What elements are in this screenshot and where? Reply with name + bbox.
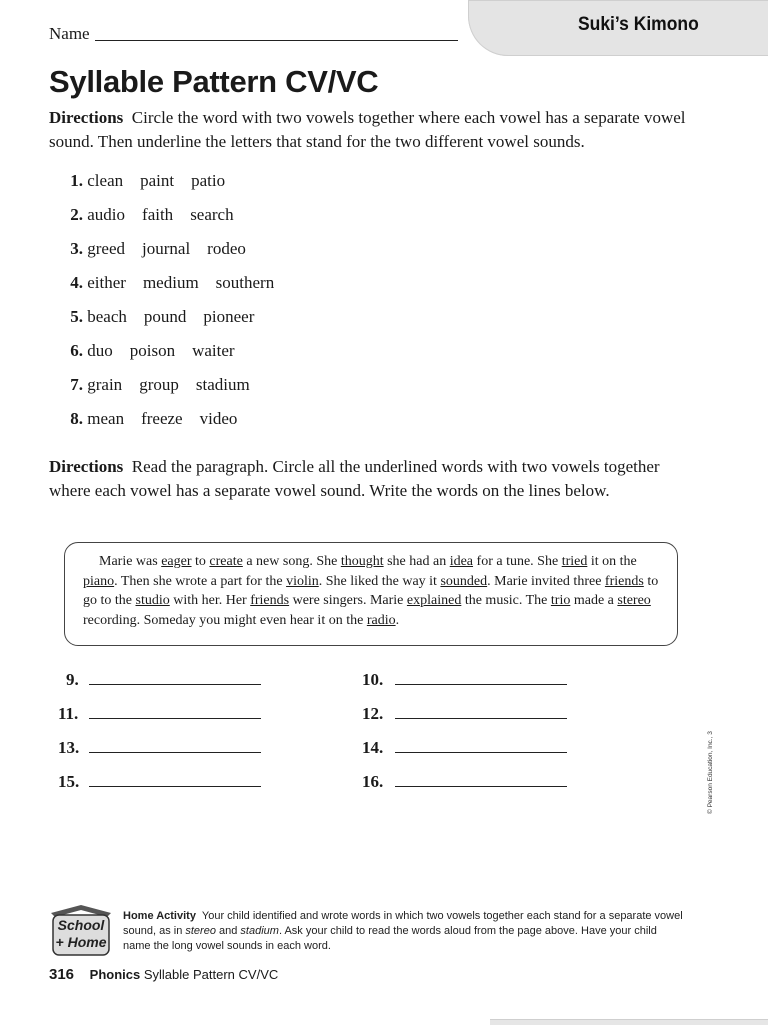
word-choice[interactable]: freeze [141,409,183,428]
answer-line[interactable] [89,684,261,685]
answer-line[interactable] [395,752,567,753]
item-number: 6. [70,341,83,360]
word-item [60,171,242,193]
word-choice[interactable]: mean [87,409,125,428]
paragraph-text: recording. Someday you might even hear it on the [83,613,367,629]
answer-number: 16. [362,772,384,791]
word-choice[interactable]: southern [215,273,275,292]
answer-number: 15. [58,772,80,791]
word-choice[interactable]: beach [87,307,127,326]
school-home-logo-icon [47,903,115,959]
item-number: 1. [70,171,83,190]
underlined-word[interactable]: stereo [617,593,651,609]
word-choice[interactable]: group [139,375,179,394]
directions-2 [49,455,699,503]
word-choice[interactable]: duo [87,341,113,360]
word-choice[interactable]: journal [142,239,191,258]
answer-number: 12. [362,704,384,723]
item-number: 8. [70,409,83,428]
paragraph-text: . She liked the way it [318,573,441,589]
directions-2-text: Read the paragraph. Circle all the underlined words with two vowels together where each vowel has a separate vowel sound. Write the words on the lines below. [49,457,660,500]
answer-line[interactable] [395,786,567,787]
page-title: Syllable Pattern CV/VC [49,64,379,99]
word-choice[interactable]: rodeo [207,239,246,258]
word-choice[interactable]: stadium [195,375,250,394]
item-number: 5. [70,307,83,326]
word-choice[interactable]: pioneer [203,307,255,326]
answer-line[interactable] [395,718,567,719]
copyright-notice: © Pearson Education, Inc., 3 [707,731,714,814]
word-choice[interactable]: either [87,273,126,292]
paragraph-text: the music. The [461,593,551,609]
word-choice[interactable]: medium [142,273,199,292]
answer-number: 10. [362,670,384,689]
directions-2-label: Directions [49,457,124,476]
item-number: 3. [70,239,83,258]
word-choice[interactable]: faith [142,205,174,224]
underlined-word[interactable]: violin [286,573,319,589]
page-edge [490,1019,768,1025]
underlined-word[interactable]: create [209,554,243,569]
underlined-word[interactable]: friends [250,593,290,609]
word-item [60,273,291,295]
word-item [60,341,252,363]
paragraph-text: . Then she wrote a part for the [114,573,287,589]
home-activity-text: . Ask your child to read the words aloud from the page above. Have your child name the long vowel sounds in each word. [123,925,657,952]
underlined-word[interactable]: idea [449,554,474,569]
underlined-word[interactable]: eager [161,554,192,569]
home-activity [123,909,683,954]
item-number: 2. [70,205,83,224]
logo-line-2: + Home [55,934,107,950]
word-choice[interactable]: pound [143,307,187,326]
underlined-word[interactable]: piano [83,573,115,589]
paragraph-text: to go to the [83,573,659,609]
word-choice[interactable]: paint [140,171,175,190]
paragraph-text: made a [570,593,618,609]
paragraph-text: to [191,554,210,569]
story-title: Suki’s Kimono [578,14,699,35]
word-choice[interactable]: audio [87,205,126,224]
paragraph-text: a new song. She [242,554,341,569]
footer-topic: Syllable Pattern CV/VC [143,967,279,982]
underlined-word[interactable]: radio [366,613,396,629]
paragraph-text: for a tune. She [473,554,562,569]
paragraph-text: it on the [587,554,637,569]
page-footer [49,966,278,983]
answer-line[interactable] [395,684,567,685]
home-activity-example: stadium [240,925,279,937]
directions-1 [49,106,699,154]
underlined-word[interactable]: explained [406,593,462,609]
paragraph [83,552,663,631]
paragraph-text: . [395,613,400,629]
home-activity-text: and [215,925,241,937]
paragraph-text: were singers. Marie [289,593,407,609]
paragraph-text: she had an [383,554,450,569]
word-choice[interactable]: greed [87,239,126,258]
item-number: 4. [70,273,83,292]
page-number: 316 [49,966,75,983]
answer-number: 14. [362,738,384,757]
paragraph-text: . Marie invited three [487,573,605,589]
answer-number: 9. [66,670,79,689]
name-line [95,40,458,41]
item-number: 7. [70,375,83,394]
word-choice[interactable]: waiter [192,341,235,360]
home-activity-label: Home Activity [123,910,196,922]
word-choice[interactable]: grain [87,375,123,394]
underlined-word[interactable]: thought [340,554,384,569]
word-choice[interactable]: search [190,205,234,224]
answer-line[interactable] [89,718,261,719]
name-label: Name [49,24,90,43]
word-item [60,375,267,397]
word-choice[interactable]: poison [129,341,176,360]
word-item [60,409,254,431]
paragraph-text: with her. Her [169,593,251,609]
word-item [60,239,263,261]
word-item [60,307,271,329]
word-choice[interactable]: video [199,409,238,428]
directions-1-text: Circle the word with two vowels together where each vowel has a separate vowel sound. Then underline the letters that stand for the two different vowel sounds. [49,108,686,151]
home-activity-example: stereo [185,925,216,937]
answer-line[interactable] [89,786,261,787]
logo-line-1: School [57,917,105,933]
underlined-word[interactable]: friends [604,573,644,589]
underlined-word[interactable]: studio [135,593,170,609]
paragraph-text: Marie was [99,554,162,569]
underlined-word[interactable]: tried [561,554,588,569]
answer-number: 13. [58,738,80,757]
directions-1-label: Directions [49,108,124,127]
underlined-word[interactable]: sounded [440,573,488,589]
underlined-word[interactable]: trio [550,593,571,609]
answer-line[interactable] [89,752,261,753]
word-item [60,205,251,227]
home-activity-text: Your child identified and wrote words in which two vowels together each stand for a separate vowel sound, as in [123,910,683,937]
word-choice[interactable]: patio [191,171,226,190]
footer-category: Phonics [89,967,141,982]
answer-number: 11. [58,704,79,723]
word-choice[interactable]: clean [87,171,124,190]
